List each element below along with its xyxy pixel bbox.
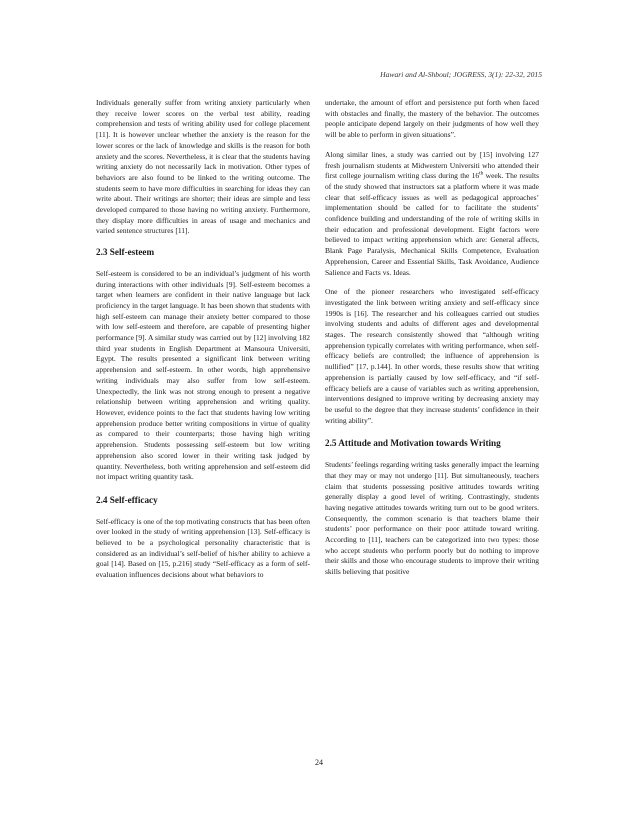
section-heading-self-esteem: 2.3 Self-esteem: [96, 247, 155, 258]
section-heading-self-efficacy: 2.4 Self-efficacy: [96, 494, 158, 505]
paragraph-self-efficacy: Self-efficacy is one of the top motivating constructs that has been often over looked in the study of writing apprehension [13]. Self-efficacy is believed to be a psychological personality characteristic that is considered as an individual’s self-belief of his/her ability to achieve a goal [14]. Based on [15, p.216] study “Self-efficacy as a form of self-evaluation influences decisions about what behaviors to: [96, 516, 310, 580]
journalism-study-text-end: week. The results of the study showed that instructors sat a platform where it was made clear that self-efficacy issues as well as pedagogical approaches’ implementation should be called for to facilitate the students’ confidence building and understanding of the role of writing skills in their education and professional development. Eight factors were believed to impact writing apprehension which are: General affects, Blank Page Paralysis, Mechanical Skills Competence, Evaluation Apprehension, Career and Essential Skills, Task Avoidance, Audience Salience and Facts vs. Ideas.: [325, 171, 539, 277]
paragraph-journalism-study: [325, 150, 539, 278]
ordinal-suffix: th: [479, 170, 484, 177]
paragraph-writing-anxiety: Individuals generally suffer from writing anxiety particularly when they receive lower scores on the verbal test ability, reading comprehension and tests of writing ability used for college placement [11]. It is however unclear whether the anxiety is the reason for the lower scores or the lack of knowledge and skills is the reason for both anxiety and the scores. Nevertheless, it is clear that the students having writing anxiety do not necessarily lack in motivation. Other types of behaviors are also found to be linked to the writing outcome. The students seem to have more difficulties in searching for ideas they can write about. Their writings are shorter; their ideas are simple and less developed compared to those having no writing anxiety. Furthermore, they display more difficulties in areas of usage and mechanics and varied sentence structures [11].: [96, 98, 310, 236]
journalism-study-text-start: Along similar lines, a study was carried out by [15] involving 127 fresh journalism students at Midwestern Universiti who attended their first college journalism writing class during the 16: [325, 149, 539, 181]
running-header: Hawari and Al-Shboul; JOGRESS, 3(1): 22-32, 2015: [380, 70, 542, 79]
page-number: 24: [315, 758, 323, 767]
paragraph-pioneer-researchers: One of the pioneer researchers who investigated self-efficacy investigated the link between writing anxiety and self-efficacy since 1990s is [16]. The researcher and his colleagues carried out studies involving students and adults of different ages and developmental stages. The research consistently showed that “although writing apprehension typically correlates with writing performance, when self-efficacy beliefs are controlled; the influence of apprehension is nullified” [17, p.144]. In other words, these results show that writing apprehension is partially caused by low self-efficacy, and “if self-efficacy beliefs are a cause of variables such as writing apprehension, interventions designed to improve writing by decreasing anxiety may be useful to the degree that they increase students’ confidence in their writing ability”.: [325, 287, 539, 425]
paragraph-continuation: undertake, the amount of effort and persistence put forth when faced with obstacles and finally, the mastery of the behavior. The outcomes people anticipate depend largely on their judgments of how well they will be able to perform in given situations”.: [325, 98, 539, 140]
left-column: [96, 98, 310, 590]
paragraph-attitude: Students’ feelings regarding writing tasks generally impact the learning that they may or may not undergo [11]. But simultaneously, teachers claim that students possessing positive attitudes towards writing generally display a good level of writing. Contrastingly, students having negative attitudes towards writing turn out to be good writers. Consequently, the common scenario is that teachers blame their students’ poor performance on their poor attitude toward writing. According to [11], teachers can be categorized into two types: those who accept students who perform poorly but do nothing to improve their skills and those who encourage students to improve their writing skills believing that positive: [325, 460, 539, 577]
paragraph-self-esteem: Self-esteem is considered to be an individual’s judgment of his worth during interactions with other individuals [9]. Self-esteem becomes a target when learners are confident in their native language but lack proficiency in the target language. It has been shown that students with high self-esteem can manage their anxiety better compared to those with low self-esteem and therefore, are capable of presenting higher performance [9]. A similar study was carried out by [12] involving 182 third year students in English Department at Mansoura Universiti, Egypt. The results presented a significant link between writing apprehension and self-esteem. In other words, high apprehensive writing individuals may also suffer from low self-esteem. Unexpectedly, the link was not strong enough to present a negative relationship between writing apprehension and writing quality. However, evidence points to the fact that students having low writing apprehension produce better writing compositions in virtue of quality as compared to their counterparts; those having high writing apprehension. Students possessing self-esteem but low writing apprehension also scored lower in their writing task judged by quantity. Nevertheless, both writing apprehension and self-esteem did not impact writing quantity task.: [96, 268, 310, 482]
right-column: [325, 98, 539, 587]
section-heading-attitude-motivation: 2.5 Attitude and Motivation towards Writing: [325, 438, 501, 449]
